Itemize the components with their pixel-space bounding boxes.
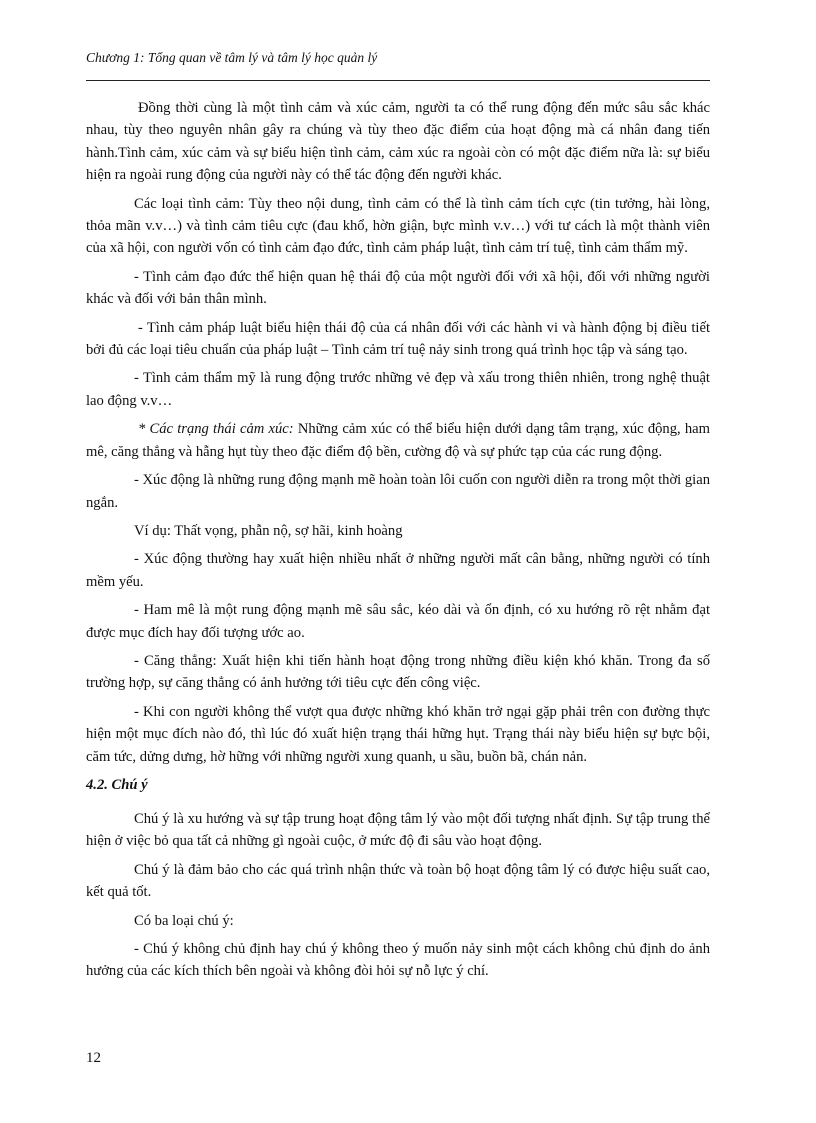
paragraph: - Chú ý không chủ định hay chú ý không theo ý muốn nảy sinh một cách không chủ định do ảnh hưởng của các kích thích bên ngoài và không đòi hỏi sự nỗ lực ý chí. — [86, 941, 710, 980]
paragraph: Các loại tình cảm: Tùy theo nội dung, tình cảm có thể là tình cảm tích cực (tin tưởng, hài lòng, thỏa mãn v.v…) và tình cảm tiêu cực (đau khổ, hờn giận, bực mình v.v…) với tư cách là một thành viên của xã hội, con người vốn có tình cảm đạo đức, tình cảm pháp luật, tình cảm trí tuệ, tình cảm thẩm mỹ. — [86, 195, 710, 257]
paragraph — [86, 418, 710, 463]
paragraph: - Tình cảm thẩm mỹ là rung động trước những vẻ đẹp và xấu trong thiên nhiên, trong nghệ thuật lao động v.v… — [86, 370, 710, 409]
paragraph: - Khi con người không thể vượt qua được những khó khăn trở ngại gặp phải trên con đường thực hiện một mục đích nào đó, thì lúc đó xuất hiện trạng thái hững hụt. Trạng thái này biểu hiện sự bực bội, căm tức, dửng dưng, hờ hững với những người xung quanh, u sầu, buồn bã, chán nản. — [86, 703, 710, 765]
paragraph: Chú ý là xu hướng và sự tập trung hoạt động tâm lý vào một đối tượng nhất định. Sự tập trung thể hiện ở việc bỏ qua tất cả những gì ngoài cuộc, ở mức độ đi sâu vào hoạt động. — [86, 810, 710, 850]
header-rule — [86, 80, 710, 81]
running-header: Chương 1: Tổng quan về tâm lý và tâm lý học quản lý — [86, 50, 378, 65]
paragraph: Có ba loại chú ý: — [134, 912, 234, 929]
paragraph: - Ham mê là một rung động mạnh mẽ sâu sắc, kéo dài và ổn định, có xu hướng rõ rệt nhằm đạt được mục đích hay đối tượng ước ao. — [86, 602, 710, 641]
paragraph: - Tình cảm pháp luật biểu hiện thái độ của cá nhân đối với các hành vi và hành động bị điều tiết bởi đủ các loại tiêu chuẩn của pháp luật – Tình cảm trí tuệ nảy sinh trong quá trình học tập và sáng tạo. — [86, 319, 710, 359]
paragraph-text: Những cảm xúc có thể biểu hiện dưới dạng tâm trạng, xúc động, ham mê, căng thẳng và hẫng hụt tùy theo đặc điểm độ bền, cường độ và sự phức tạp của các rung động. — [86, 421, 710, 460]
section-heading: 4.2. Chú ý — [86, 776, 148, 793]
paragraph: Chú ý là đảm bảo cho các quá trình nhận thức và toàn bộ hoạt động tâm lý có được hiệu suất cao, kết quả tốt. — [86, 861, 710, 901]
paragraph: - Căng thẳng: Xuất hiện khi tiến hành hoạt động trong những điều kiện khó khăn. Trong đa số trường hợp, sự căng thẳng có ảnh hưởng tới tiêu cực đến công việc. — [86, 652, 710, 692]
paragraph: Đồng thời cùng là một tình cảm và xúc cảm, người ta có thể rung động đến mức sâu sắc khác nhau, tùy theo nguyên nhân gây ra chúng và tùy theo đặc điểm của hoạt động mà cá nhân đang tiến hành.Tình cảm, xúc cảm và sự biểu hiện tình cảm, cảm xúc ra ngoài còn có một đặc điểm nữa là: sự biểu hiện ra ngoài rung động của người này có thể tác động đến người khác. — [86, 100, 710, 184]
paragraph: - Tình cảm đạo đức thể hiện quan hệ thái độ của một người đối với xã hội, đối với những người khác và đối với bản thân mình. — [86, 268, 710, 308]
emotional-states-label: * Các trạng thái cảm xúc: — [138, 421, 294, 438]
paragraph: - Xúc động là những rung động mạnh mẽ hoàn toàn lôi cuốn con người diễn ra trong một thời gian ngắn. — [86, 472, 710, 511]
paragraph: Ví dụ: Thất vọng, phẫn nộ, sợ hãi, kinh hoàng — [134, 522, 403, 539]
paragraph: - Xúc động thường hay xuất hiện nhiều nhất ở những người mất cân bằng, những người có tính mềm yếu. — [86, 551, 710, 590]
page-body — [86, 97, 710, 989]
page-number: 12 — [86, 1050, 101, 1066]
